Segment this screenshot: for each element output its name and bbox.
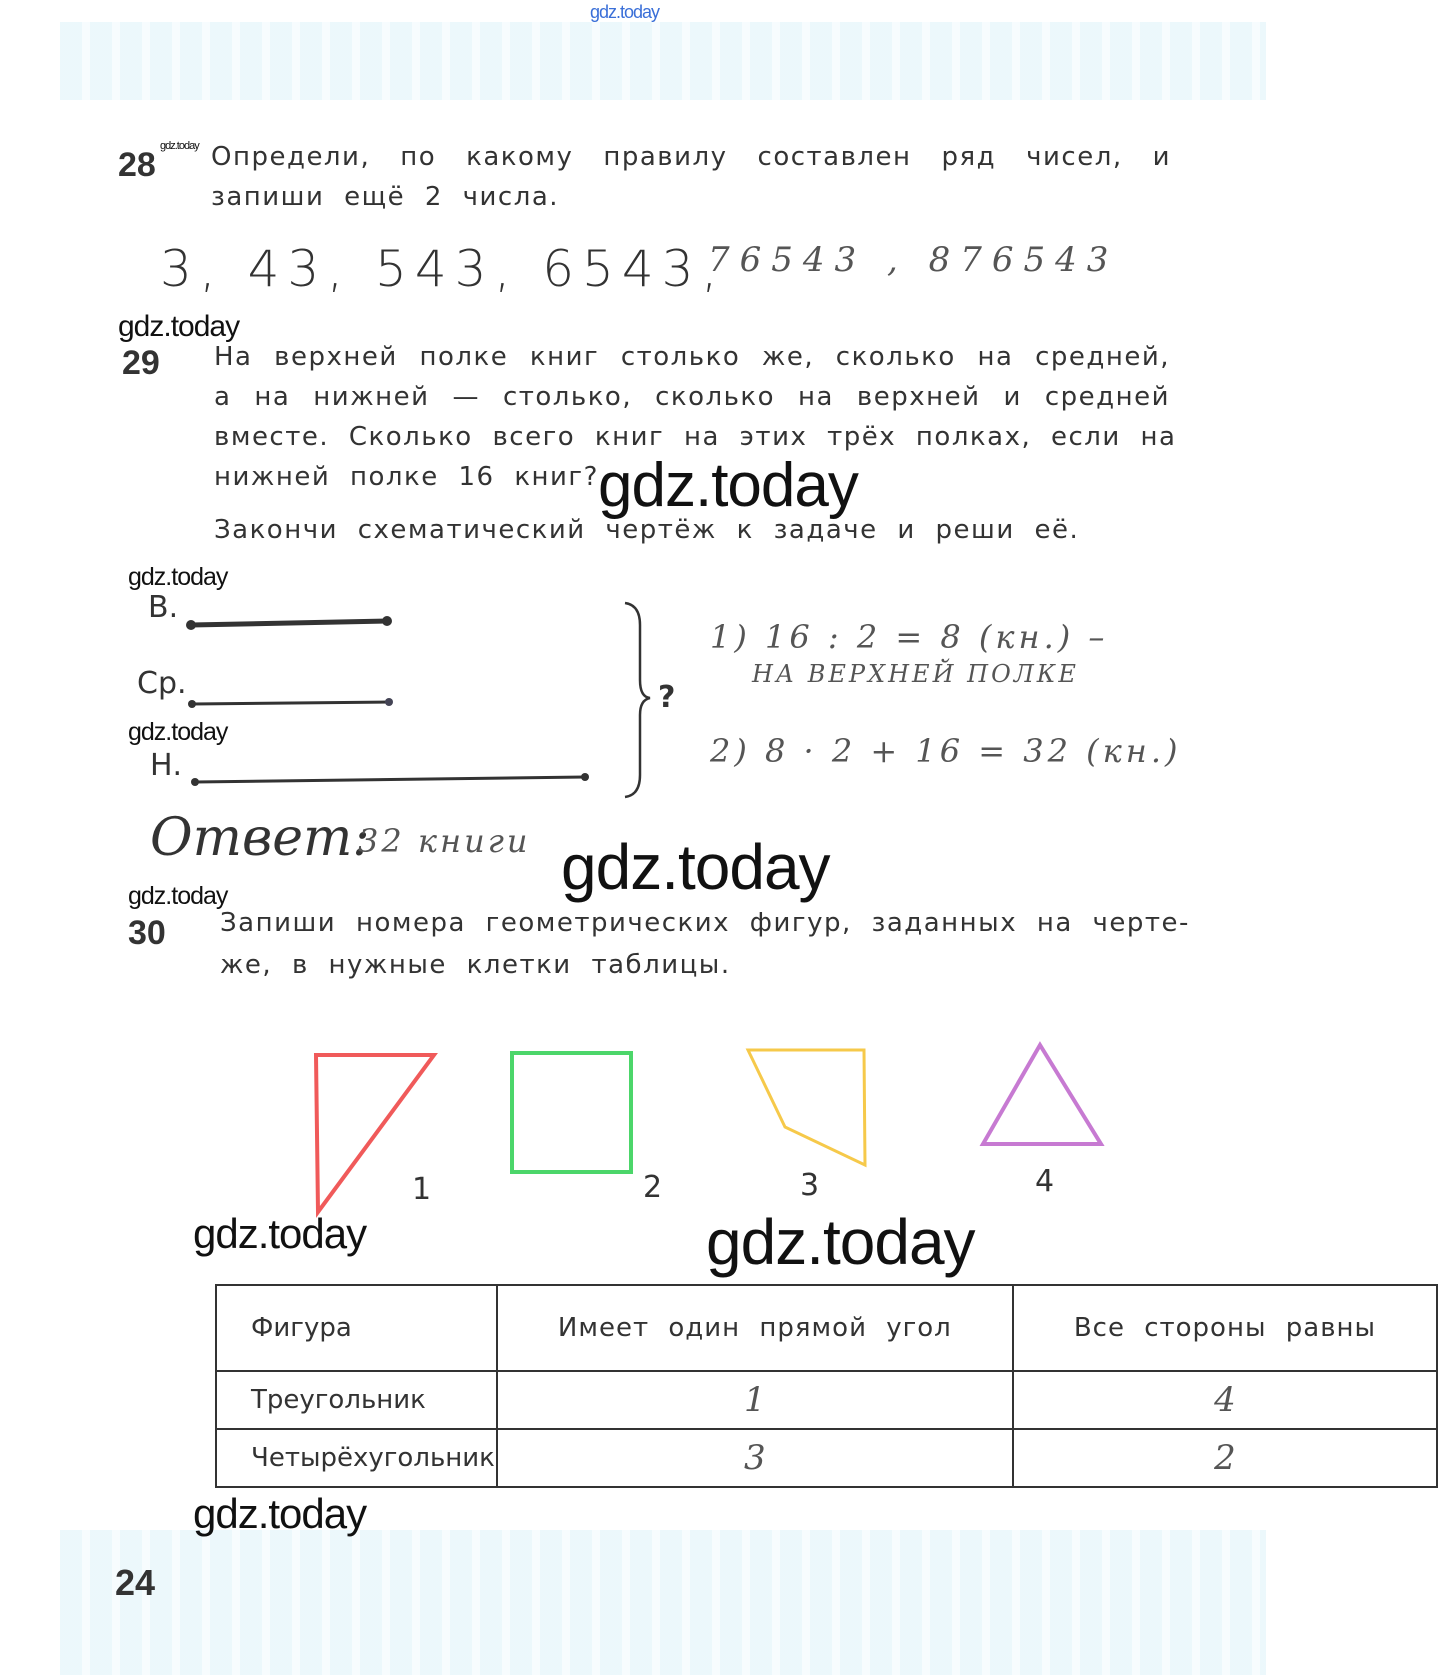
table-row	[216, 1371, 1437, 1429]
watermark: gdz.today	[193, 1210, 367, 1257]
figure-label: 3	[800, 1168, 820, 1203]
page-number: 24	[115, 1562, 156, 1603]
table-header: Имеет один прямой угол	[497, 1285, 1013, 1371]
solution-step-2: 2) 8 · 2 + 16 = 32 (кн.)	[710, 732, 1182, 770]
question-mark: ?	[658, 680, 676, 715]
watermark: gdz.today	[128, 882, 228, 910]
watermark: gdz.today	[118, 310, 240, 343]
solution-step-1: 1) 16 : 2 = 8 (кн.) –	[710, 618, 1109, 656]
curly-brace	[625, 603, 650, 797]
table-header: Фигура	[216, 1285, 497, 1371]
task-text: На верхней полке книг столько же, сколько на средней,	[214, 342, 1170, 372]
label-bottom-shelf: Н.	[150, 748, 183, 783]
figure-3-quadrilateral	[748, 1050, 865, 1165]
watermark: gdz.today	[590, 2, 660, 22]
figure-label: 4	[1035, 1164, 1055, 1199]
table-row	[216, 1429, 1437, 1487]
task-instruction: Закончи схематический чертёж к задаче и реши её.	[214, 515, 1080, 545]
figure-2-square	[512, 1053, 631, 1172]
figure-label: 2	[643, 1170, 663, 1205]
handwritten-answer: 76543 , 876543	[708, 240, 1119, 280]
watermark: gdz.today	[193, 1490, 367, 1537]
answer-value: 32 книги	[358, 822, 531, 860]
figures-table	[215, 1284, 1438, 1488]
table-cell-answer[interactable]: 3	[497, 1429, 1013, 1487]
watermark: gdz.today	[160, 140, 199, 152]
task-text: Запиши номера геометрических фигур, заданных на черте-	[220, 908, 1190, 938]
table-cell: Треугольник	[216, 1371, 497, 1429]
segment-middle	[188, 698, 393, 708]
task-number: 30	[128, 914, 166, 952]
segment-top	[186, 616, 392, 630]
label-middle-shelf: Ср.	[137, 666, 187, 701]
task-text: же, в нужные клетки таблицы.	[220, 950, 731, 980]
table-cell: Четырёхугольник	[216, 1429, 497, 1487]
table-cell-answer[interactable]: 4	[1013, 1371, 1437, 1429]
answer-label: Ответ:	[150, 808, 370, 868]
solution-step-1-note: НА ВЕРХНЕЙ ПОЛКЕ	[752, 660, 1079, 688]
task-text: Определи, по какому правилу составлен ряд чисел, и	[211, 142, 1171, 172]
table-header-row	[216, 1285, 1437, 1371]
task-text: нижней полке 16 книг?	[214, 462, 599, 492]
label-top-shelf: В.	[148, 590, 179, 625]
figure-label: 1	[412, 1172, 432, 1207]
decorative-band-bottom	[60, 1530, 1266, 1675]
task-number: 29	[122, 344, 160, 382]
figure-4-equilateral-triangle	[983, 1045, 1101, 1144]
table-cell-answer[interactable]: 1	[497, 1371, 1013, 1429]
watermark: gdz.today	[128, 563, 228, 591]
table-cell-answer[interactable]: 2	[1013, 1429, 1437, 1487]
watermark: gdz.today	[128, 718, 228, 746]
watermark: gdz.today	[706, 1206, 975, 1278]
figures	[0, 1030, 1266, 1230]
task-text: а на нижней — столько, сколько на верхней и средней	[214, 382, 1170, 412]
task-number: 28	[118, 146, 156, 184]
number-sequence: 3, 43, 543, 6543,	[160, 240, 726, 298]
watermark: gdz.today	[561, 831, 830, 903]
watermark: gdz.today	[598, 451, 858, 520]
task-text: вместе. Сколько всего книг на этих трёх полках, если на	[214, 422, 1177, 452]
table-header: Все стороны равны	[1013, 1285, 1437, 1371]
segment-bottom	[191, 773, 589, 786]
task-text: запиши ещё 2 числа.	[211, 182, 560, 212]
